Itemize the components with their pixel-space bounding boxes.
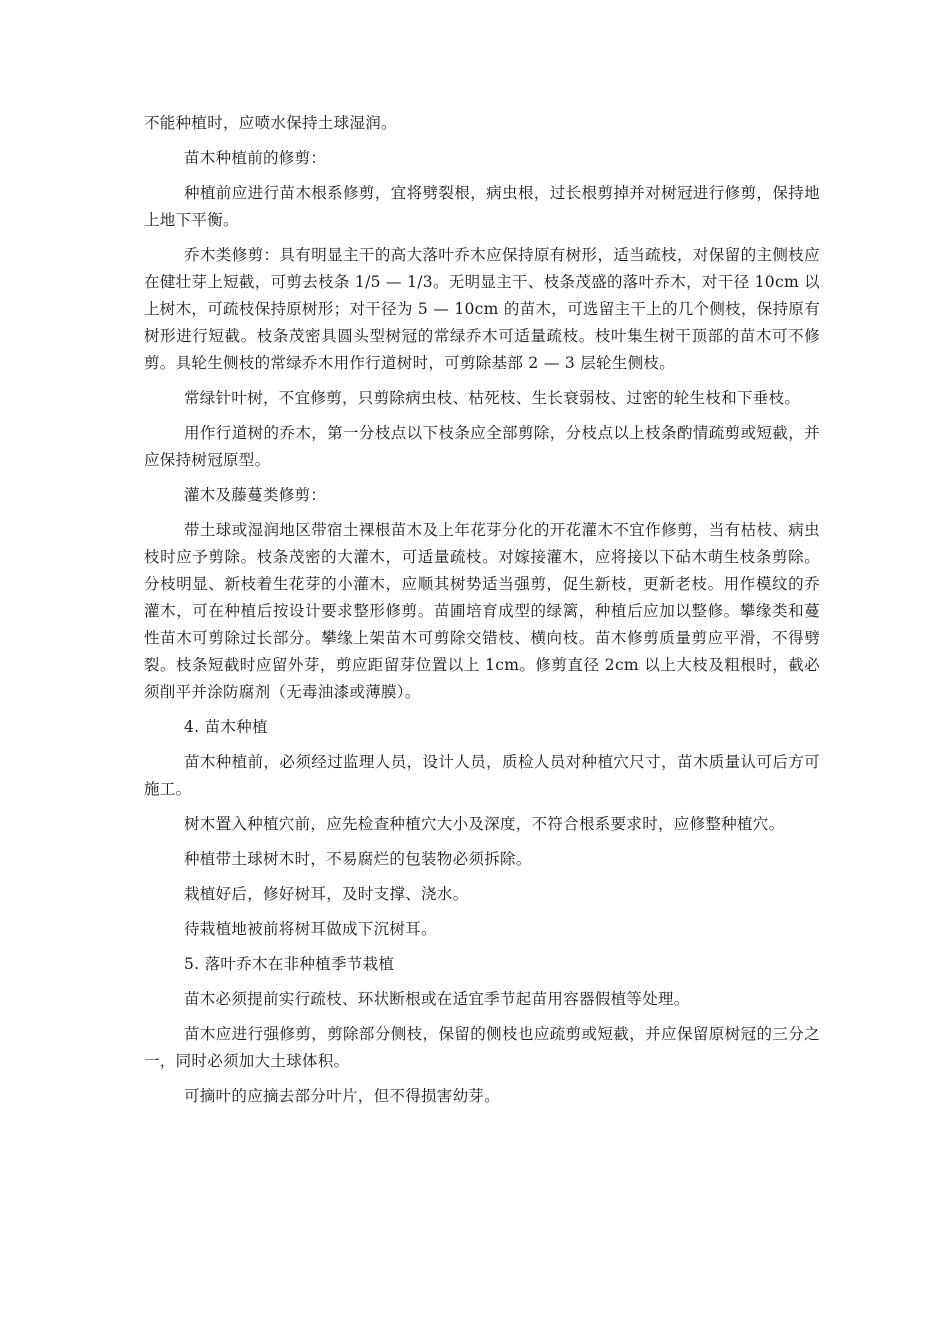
paragraph: 可摘叶的应摘去部分叶片，但不得损害幼芽。: [184, 1087, 501, 1105]
section-heading: 4. 苗木种植: [184, 718, 268, 736]
paragraph: 种植前应进行苗木根系修剪，宜将劈裂根，病虫根，过长根剪掉并对树冠进行修剪，保持地上地下平衡。: [144, 184, 820, 229]
document-body: [144, 110, 820, 1118]
paragraph: 用作行道树的乔木，第一分枝点以下枝条应全部剪除，分枝点以上枝条酌情疏剪或短截，并应保持树冠原型。: [144, 424, 820, 469]
section-heading: 苗木种植前的修剪：: [184, 149, 327, 167]
paragraph: 待栽植地被前将树耳做成下沉树耳。: [184, 920, 437, 938]
paragraph: 带土球或湿润地区带宿土裸根苗木及上年花芽分化的开花灌木不宜作修剪，当有枯枝、病虫枝时应予剪除。枝条茂密的大灌木，可适量疏枝。对嫁接灌木，应将接以下砧木萌生枝条剪除。分枝明显、新枝着生花芽的小灌木，应顺其树势适当强剪，促生新枝，更新老枝。用作模纹的乔灌木，可在种植后按设计要求整形修剪。苗圃培育成型的绿篱，种植后应加以整修。攀缘类和蔓性苗木可剪除过长部分。攀缘上架苗木可剪除交错枝、横向枝。苗木修剪质量剪应平滑，不得劈裂。枝条短截时应留外芽，剪应距留芽位置以上 1cm。修剪直径 2cm 以上大枝及粗根时，截必须削平并涂防腐剂（无毒油漆或薄膜）。: [144, 521, 820, 701]
paragraph: 常绿针叶树，不宜修剪，只剪除病虫枝、枯死枝、生长衰弱枝、过密的轮生枝和下垂枝。: [184, 389, 801, 407]
paragraph: 种植带土球树木时，不易腐烂的包装物必须拆除。: [184, 850, 532, 868]
paragraph: 树木置入种植穴前，应先检查种植穴大小及深度，不符合根系要求时，应修整种植穴。: [184, 815, 785, 833]
paragraph: 苗木种植前，必须经过监理人员，设计人员，质检人员对种植穴尺寸，苗木质量认可后方可施工。: [144, 753, 820, 798]
paragraph: 苗木应进行强修剪，剪除部分侧枝，保留的侧枝也应疏剪或短截，并应保留原树冠的三分之一，同时必须加大土球体积。: [144, 1025, 820, 1070]
paragraph: 苗木必须提前实行疏枝、环状断根或在适宜季节起苗用容器假植等处理。: [184, 990, 690, 1008]
paragraph: 不能种植时，应喷水保持土球湿润。: [144, 114, 397, 132]
paragraph: 栽植好后，修好树耳，及时支撑、浇水。: [184, 885, 469, 903]
section-heading: 灌木及藤蔓类修剪：: [184, 486, 327, 504]
paragraph: 乔木类修剪：具有明显主干的高大落叶乔木应保持原有树形，适当疏枝，对保留的主侧枝应在健壮芽上短截，可剪去枝条 1/5 — 1/3。无明显主干、枝条茂盛的落叶乔木，对干径 10cm 以上树木，可疏枝保持原树形；对干径为 5 — 10cm 的苗木，可选留主干上的几个侧枝，保持原有树形进行短截。枝条茂密具圆头型树冠的常绿乔木可适量疏枝。枝叶集生树干顶部的苗木可不修剪。具轮生侧枝的常绿乔木用作行道树时，可剪除基部 2 — 3 层轮生侧枝。: [144, 246, 820, 372]
section-heading: 5. 落叶乔木在非种植季节栽植: [184, 955, 395, 973]
